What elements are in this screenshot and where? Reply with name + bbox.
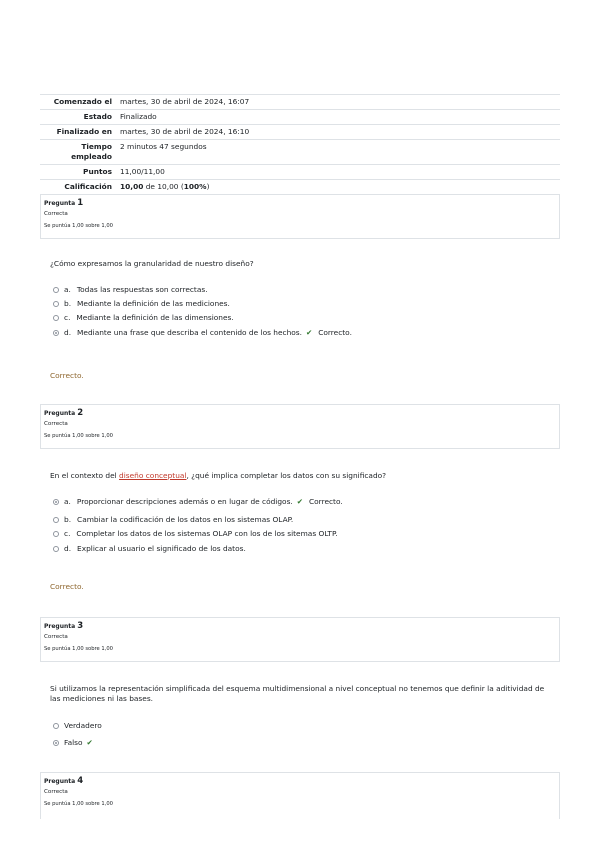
question-label: Pregunta [44,410,76,417]
question-info-4 [40,772,560,819]
option-letter: d. [64,544,72,553]
answer-option[interactable] [53,313,234,322]
summary-label: Finalizado en [40,125,116,140]
question-text: ¿Cómo expresamos la granularidad de nuestro diseño? [50,259,254,268]
question-number-value: 4 [77,776,84,786]
question-text-pre: En el contexto del [50,471,120,480]
radio-button-checked[interactable] [53,499,59,505]
summary-row-finished [40,125,560,140]
answer-option-selected[interactable] [53,328,352,337]
option-text: Falso [64,738,83,747]
radio-button[interactable] [53,531,59,537]
question-text-post: , ¿qué implica completar los datos con su significado? [186,471,387,480]
summary-row-state [40,110,560,125]
option-letter: a. [64,285,71,294]
summary-value: 2 minutos 47 segundos [116,140,560,165]
grade-of: de 10,00 ( [143,182,184,191]
summary-row-grade [40,180,560,195]
radio-button[interactable] [53,546,59,552]
question-number-value: 3 [77,621,84,631]
answer-option[interactable] [53,515,293,524]
question-number [44,408,83,418]
summary-label: Estado [40,110,116,125]
question-label: Pregunta [44,200,76,207]
summary-value: 11,00/11,00 [116,165,560,180]
summary-label: Calificación [40,180,116,195]
grade-close: ) [206,182,210,191]
question-info-2 [40,404,560,449]
option-letter: d. [64,328,72,337]
question-state: Correcta [44,789,68,795]
answer-option-selected[interactable] [53,497,343,506]
answer-option[interactable] [53,529,338,538]
option-text: Completar los datos de los sistemas OLAP con los de los sitemas OLTP. [76,529,338,538]
answer-option[interactable] [53,721,102,730]
summary-value: Finalizado [116,110,560,125]
radio-button[interactable] [53,287,59,293]
option-text: Mediante una frase que describa el contenido de los hechos. [77,328,302,337]
question-info-1 [40,194,560,239]
check-icon: ✔ [86,738,93,747]
answer-option-selected[interactable] [53,738,99,747]
answer-option[interactable] [53,285,208,294]
radio-button-checked[interactable] [53,330,59,336]
question-number [44,198,83,208]
question-number [44,776,83,786]
summary-label: Puntos [40,165,116,180]
summary-label: Tiempo empleado [40,140,116,165]
question-grade: Se puntúa 1,00 sobre 1,00 [44,223,113,229]
question-state: Correcta [44,211,68,217]
grade-score: 10,00 [120,182,144,191]
option-letter: c. [64,529,71,538]
question-text [50,471,555,481]
option-text: Explicar al usuario el significado de los datos. [77,544,246,553]
general-feedback: Correcto. [50,582,84,591]
question-number-value: 1 [77,198,84,208]
question-grade: Se puntúa 1,00 sobre 1,00 [44,801,113,807]
question-number-value: 2 [77,408,84,418]
glossary-link[interactable]: diseño conceptual [119,471,187,480]
attempt-summary-table [40,94,560,195]
question-label: Pregunta [44,778,76,785]
option-note: Correcto. [318,328,352,337]
option-letter: a. [64,497,71,506]
question-text: Si utilizamos la representación simplificada del esquema multidimensional a nivel conceptual no tenemos que definir la aditividad de las mediciones ni las bases. [50,684,545,703]
general-feedback: Correcto. [50,371,84,380]
radio-button[interactable] [53,723,59,729]
question-number [44,621,83,631]
summary-row-time [40,140,560,165]
summary-row-points [40,165,560,180]
radio-button[interactable] [53,517,59,523]
summary-value: martes, 30 de abril de 2024, 16:07 [116,95,560,110]
answer-option[interactable] [53,544,246,553]
option-text: Verdadero [64,721,102,730]
check-icon: ✔ [296,497,303,506]
question-label: Pregunta [44,623,76,630]
option-text: Mediante la definición de las dimensiones. [76,313,234,322]
summary-value [116,180,560,195]
grade-percent: 100% [183,182,207,191]
option-letter: b. [64,299,72,308]
option-text: Proporcionar descripciones además o en lugar de códigos. [76,497,293,506]
option-text: Mediante la definición de las mediciones. [77,299,230,308]
option-text: Todas las respuestas son correctas. [76,285,208,294]
radio-button[interactable] [53,315,59,321]
question-state: Correcta [44,634,68,640]
question-grade: Se puntúa 1,00 sobre 1,00 [44,433,113,439]
summary-label: Comenzado el [40,95,116,110]
option-letter: c. [64,313,71,322]
option-text: Cambiar la codificación de los datos en los sistemas OLAP. [77,515,294,524]
radio-button[interactable] [53,301,59,307]
question-grade: Se puntúa 1,00 sobre 1,00 [44,646,113,652]
summary-row-started [40,95,560,110]
check-icon: ✔ [306,328,313,337]
summary-value: martes, 30 de abril de 2024, 16:10 [116,125,560,140]
question-info-3 [40,617,560,662]
question-state: Correcta [44,421,68,427]
option-letter: b. [64,515,72,524]
answer-option[interactable] [53,299,230,308]
radio-button-checked[interactable] [53,740,59,746]
option-note: Correcto. [308,497,343,506]
